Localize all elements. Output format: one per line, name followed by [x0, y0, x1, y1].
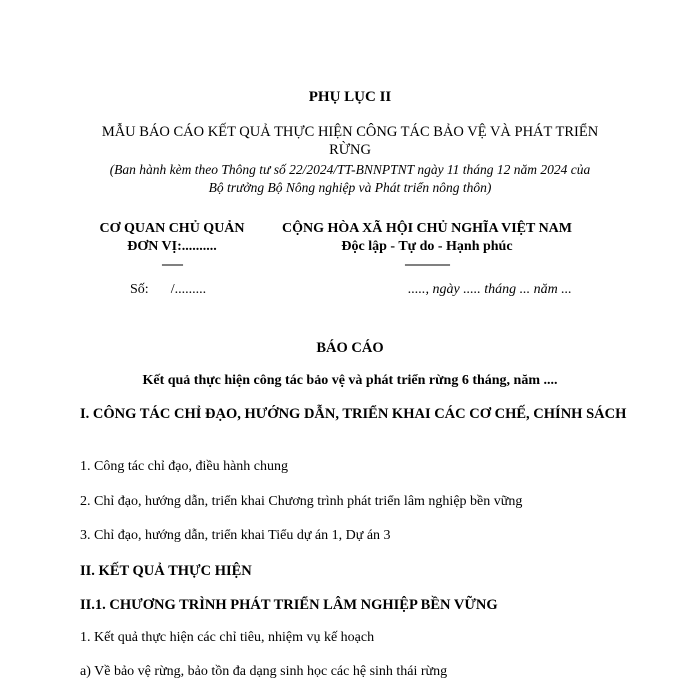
country-name: CỘNG HÒA XÃ HỘI CHỦ NGHĨA VIỆT NAM — [281, 221, 572, 236]
number-value: /......... — [170, 282, 207, 297]
issued-note-line-2: Bộ trưởng Bộ Nông nghiệp và Phát triển nông thôn) — [208, 180, 492, 195]
section-1-heading: I. CÔNG TÁC CHỈ ĐẠO, HƯỚNG DẪN, TRIỂN KHAI CÁC CƠ CHẾ, CHÍNH SÁCH — [80, 406, 627, 422]
document-number — [130, 282, 206, 298]
form-title: MẪU BÁO CÁO KẾT QUẢ THỰC HIỆN CÔNG TÁC BẢO VỆ VÀ PHÁT TRIỂN RỪNG — [101, 124, 599, 158]
section-1-item-1: 1. Công tác chỉ đạo, điều hành chung — [80, 459, 289, 474]
agency-header — [84, 220, 260, 272]
number-label: Số: — [130, 282, 149, 297]
section-2-heading: II. KẾT QUẢ THỰC HIỆN — [80, 563, 252, 579]
report-title: BÁO CÁO — [316, 340, 384, 356]
unit-name: ĐƠN VỊ:.......... — [127, 239, 217, 254]
report-subtitle: Kết quả thực hiện công tác bảo vệ và phát triển rừng 6 tháng, năm .... — [142, 373, 558, 388]
section-2-1-heading: II.1. CHƯƠNG TRÌNH PHÁT TRIỂN LÂM NGHIỆP BỀN VỮNG — [80, 597, 498, 613]
national-motto-header — [262, 220, 592, 272]
appendix-title: PHỤ LỤC II — [308, 89, 392, 105]
issued-note — [70, 161, 630, 197]
section-2-1-item-1: 1. Kết quả thực hiện các chỉ tiêu, nhiệm vụ kế hoạch — [80, 630, 375, 645]
section-1-item-3: 3. Chỉ đạo, hướng dẫn, triển khai Tiểu dự án 1, Dự án 3 — [80, 528, 391, 543]
section-2-1-item-1a: a) Về bảo vệ rừng, bảo tồn đa dạng sinh học các hệ sinh thái rừng — [80, 664, 448, 679]
motto-divider: --------------- — [404, 257, 450, 271]
date-line: ....., ngày ..... tháng ... năm ... — [408, 282, 572, 297]
motto: Độc lập - Tự do - Hạnh phúc — [341, 239, 513, 254]
agency-divider: ------- — [161, 257, 183, 271]
section-1-item-2: 2. Chỉ đạo, hướng dẫn, triển khai Chương trình phát triển lâm nghiệp bền vững — [80, 494, 523, 509]
agency-name: CƠ QUAN CHỦ QUẢN — [99, 221, 245, 236]
issued-note-line-1: (Ban hành kèm theo Thông tư số 22/2024/TT-BNNPTNT ngày 11 tháng 12 năm 2024 của — [109, 162, 591, 177]
